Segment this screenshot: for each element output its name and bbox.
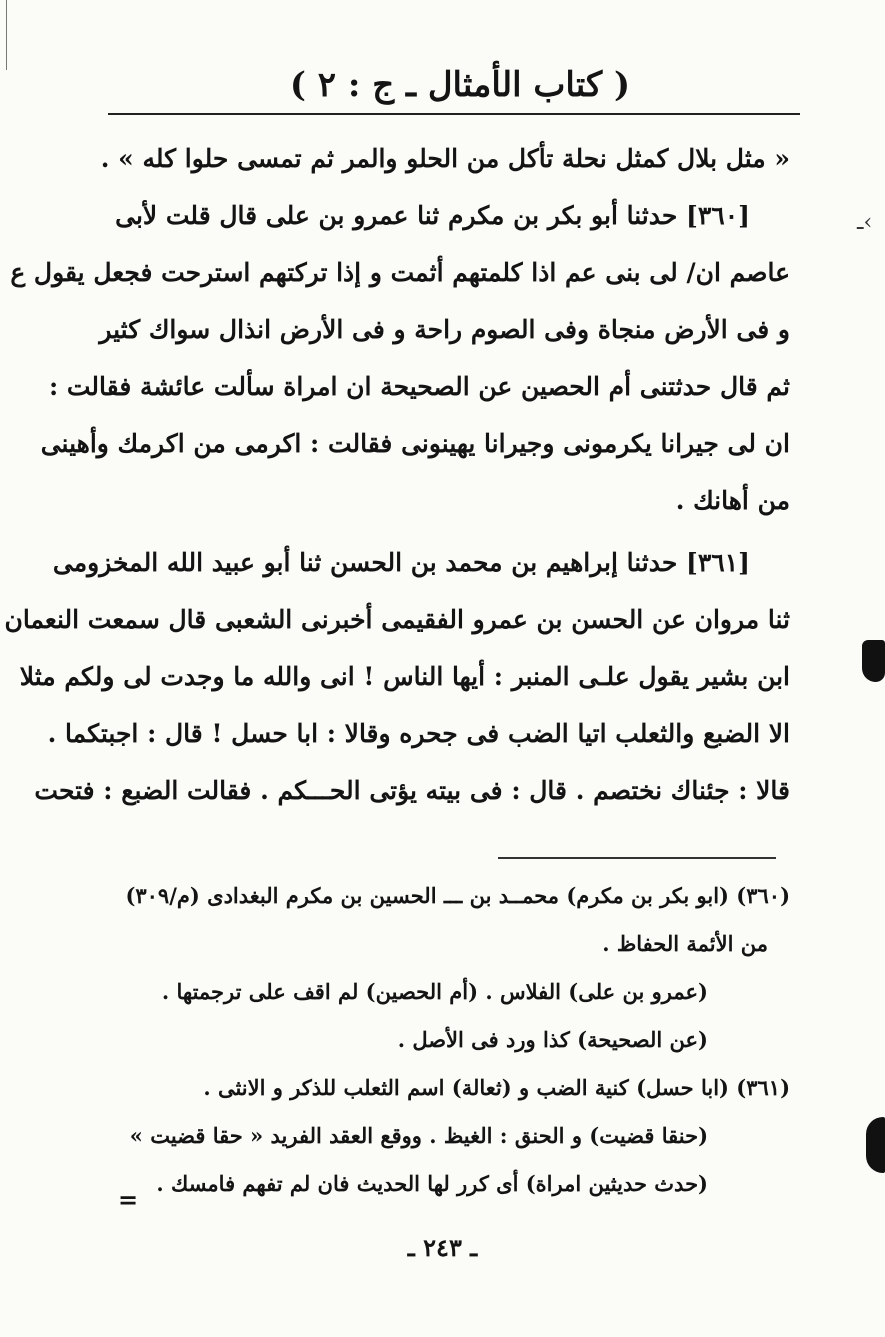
main-text xyxy=(4,130,790,819)
footnote-line: من الأئمة الحفاظ . xyxy=(602,931,768,956)
footnote-line: (عمرو بن على) الفلاس . (أم الحصين) لم اقف على ترجمتها . xyxy=(161,979,708,1004)
text-line: ان لى جيرانا يكرمونى وجيرانا يهينونى فقالت : اكرمى من اكرمك وأهينى xyxy=(40,429,790,458)
text-line: و فى الأرض منجاة وفى الصوم راحة و فى الأرض انذال سواك كثير xyxy=(99,315,790,344)
footnote-line: (عن الصحيحة) كذا ورد فى الأصل . xyxy=(397,1027,708,1052)
footnote-line: (٣٦٠) (ابو بكر بن مكرم) محمــد بن ـــ الحسين بن مكرم البغدادى (م/٣٠٩) xyxy=(125,883,790,908)
text-line: ثنا مروان عن الحسن بن عمرو الفقيمى أخبرنى الشعبى قال سمعت النعمان xyxy=(4,605,790,634)
text-line: [٣٦١] حدثنا إبراهيم بن محمد بن الحسن ثنا أبو عبيد الله المخزومى xyxy=(52,548,750,577)
ink-blot xyxy=(866,1117,885,1173)
text-line: قالا : جئناك نختصم . قال : فى بيته يؤتى الحـــكم . فقالت الضبع : فتحت xyxy=(34,776,790,805)
text-line: ثم قال حدثتنى أم الحصين عن الصحيحة ان امراة سألت عائشة فقالت : xyxy=(48,372,790,401)
footnote-rule xyxy=(498,857,776,859)
text-line: من أهانك . xyxy=(675,486,790,515)
page-number: ـ ٢٤٣ ـ xyxy=(407,1233,478,1262)
footnotes xyxy=(110,872,790,1208)
page-edge xyxy=(6,0,7,70)
header-rule xyxy=(108,113,800,115)
footnote-line: (٣٦١) (ابا حسل) كنية الضب و (ثعالة) اسم الثعلب للذكر و الانثى . xyxy=(203,1075,790,1100)
footnote-line: (حنقا قضيت) و الحنق : الغيظ . ووقع العقد الفريد « حقا قضيت » xyxy=(129,1123,708,1148)
text-line: عاصم ان/ لى بنى عم اذا كلمتهم أثمت و إذا تركتهم استرحت فجعل يقول ع xyxy=(10,258,790,287)
page-title: ( كتاب الأمثال ـ ج : ٢ ) xyxy=(289,65,631,105)
dash-mark: = xyxy=(118,1185,137,1214)
ink-blot xyxy=(862,640,885,682)
running-header xyxy=(120,60,800,110)
footnote-line: (حدث حديثين امراة) أى كرر لها الحديث فان لم تفهم فامسك . xyxy=(156,1171,708,1196)
text-line: [٣٦٠] حدثنا أبو بكر بن مكرم ثنا عمرو بن على قال قلت لأبى xyxy=(115,201,750,230)
text-line: ابن بشير يقول علـى المنبر : أيها الناس ! انى والله ما وجدت لى ولكم مثلا xyxy=(19,662,790,691)
text-line: « مثل بلال كمثل نحلة تأكل من الحلو والمر ثم تمسى حلوا كله » . xyxy=(100,144,790,173)
margin-mark: ـ‹ xyxy=(857,210,873,235)
text-line: الا الضبع والثعلب اتيا الضب فى جحره وقالا : ابا حسل ! قال : اجبتكما . xyxy=(47,719,790,748)
